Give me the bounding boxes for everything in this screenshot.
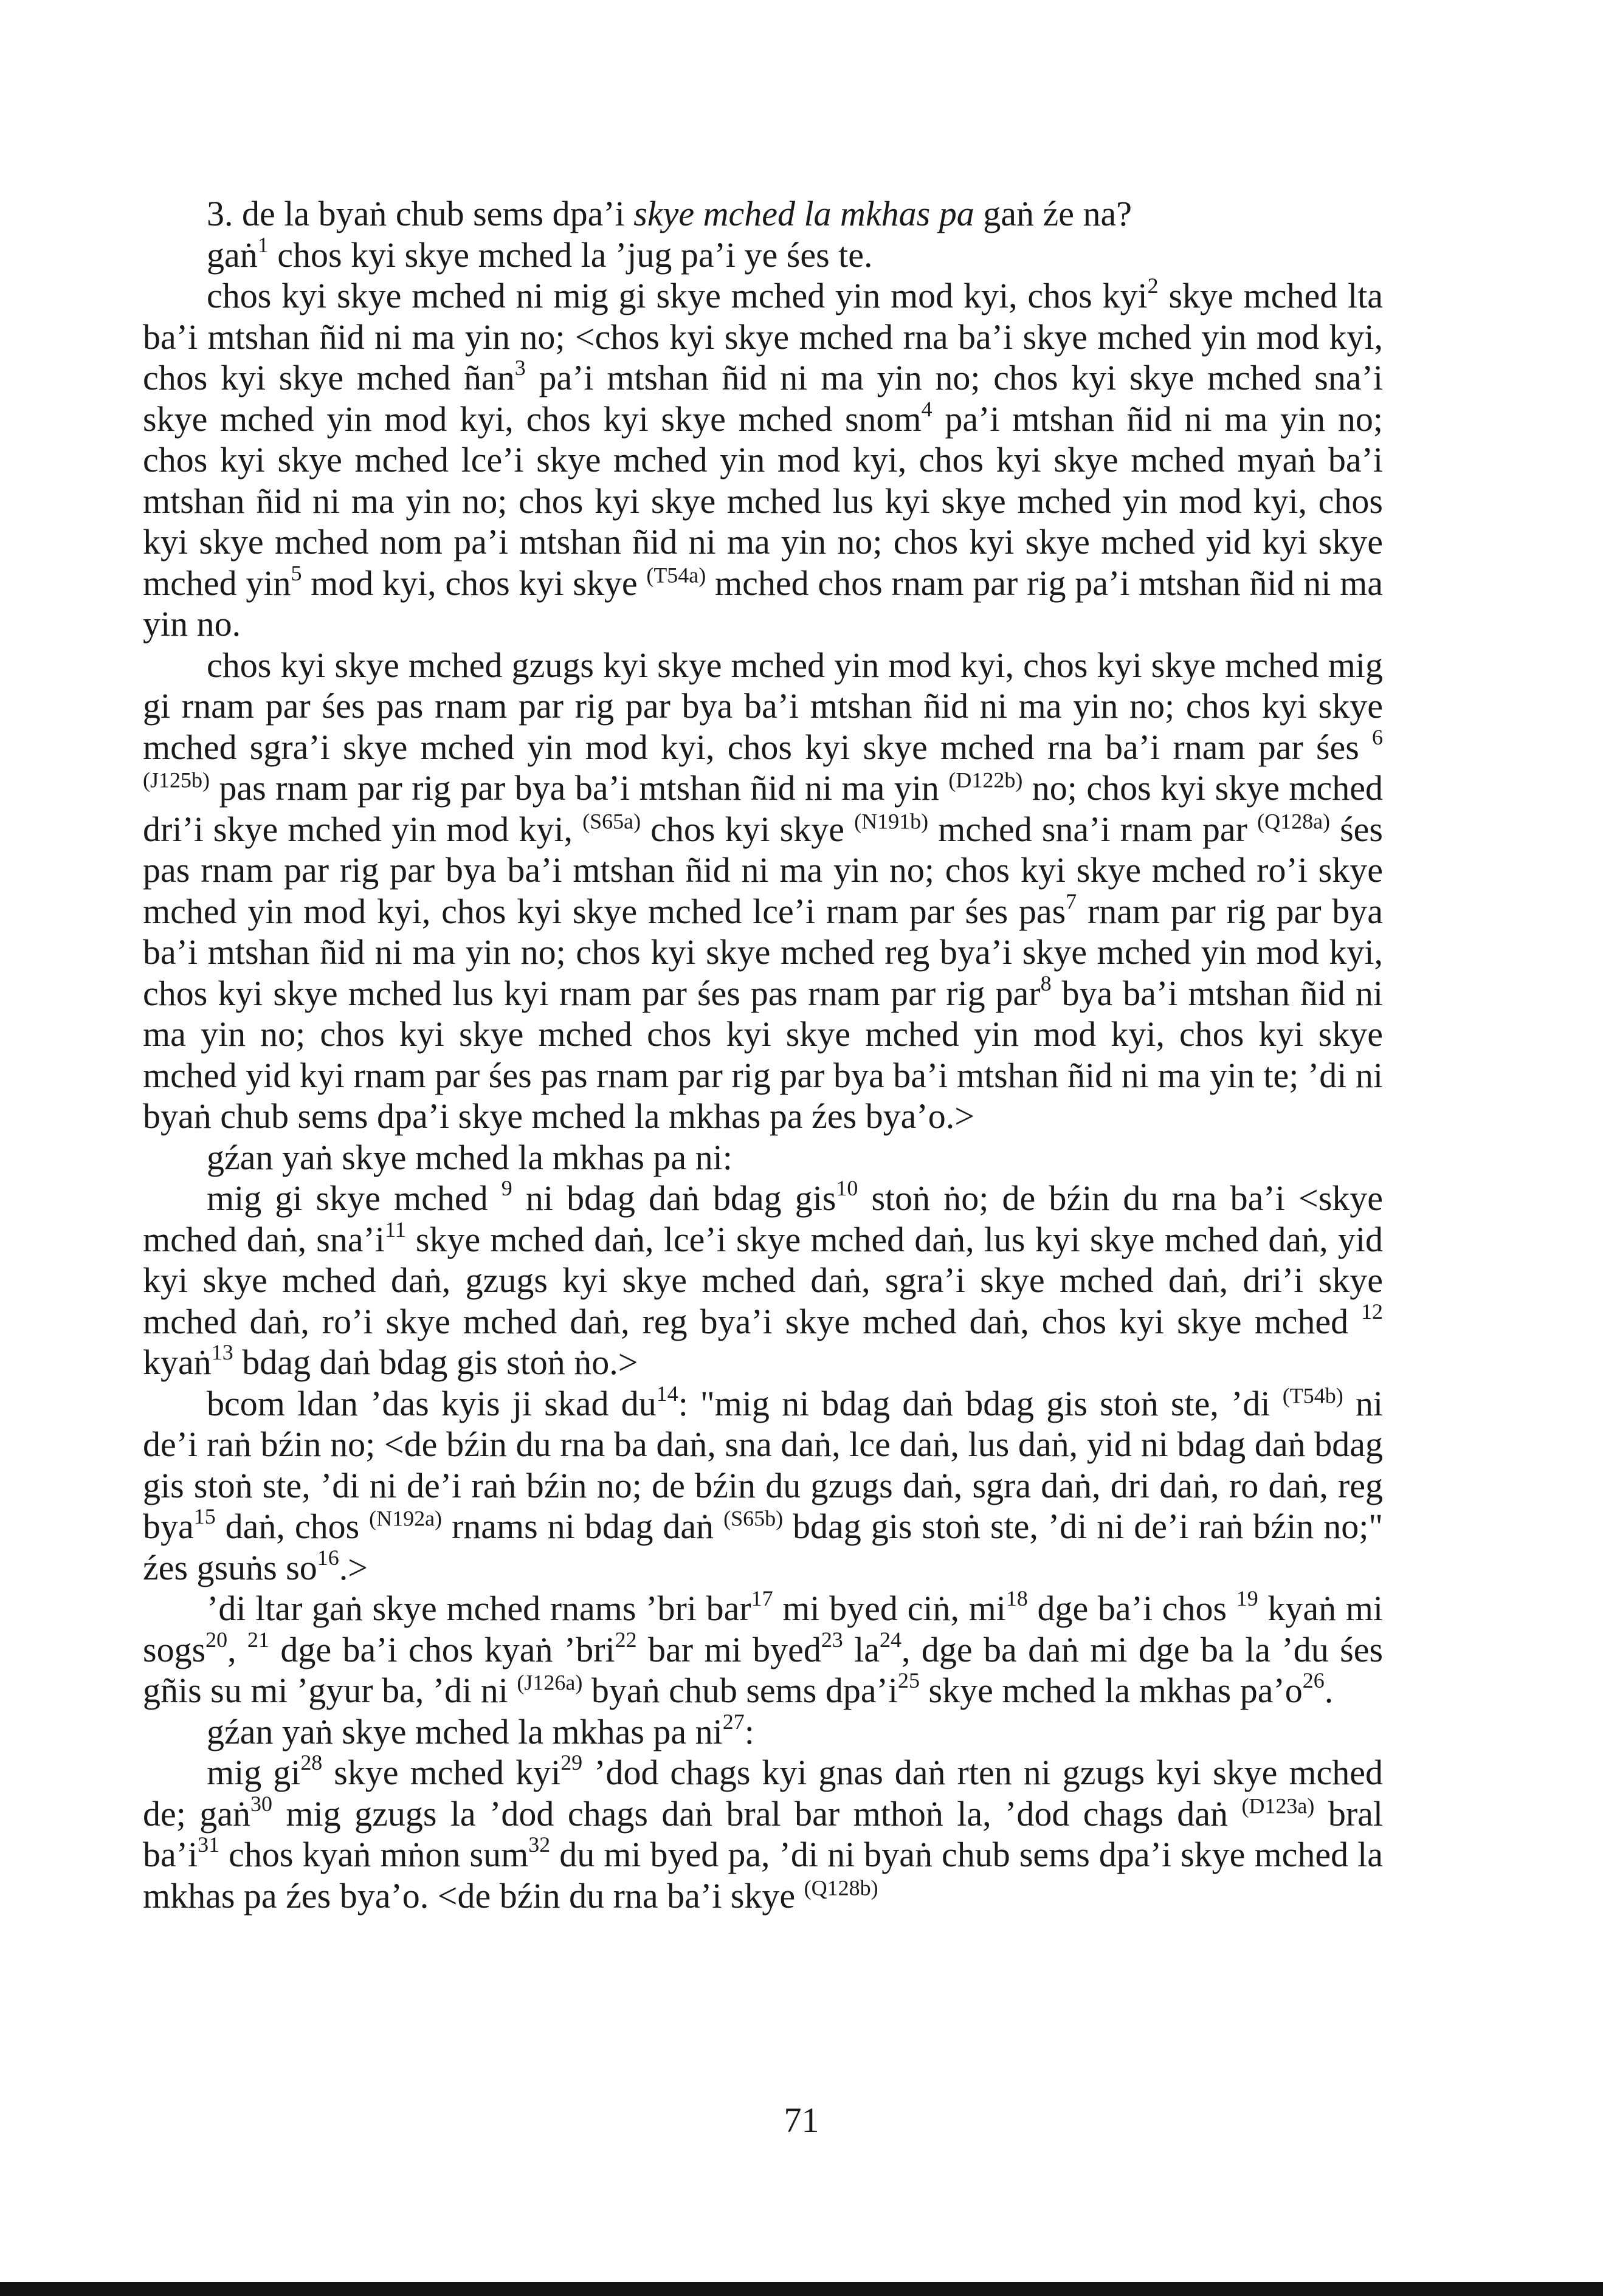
text-run: <chos kyi skye mched rna ba’i skye mched yin mod kyi, chos kyi skye mched ñan [143,317,1384,397]
paragraph [143,1588,1383,1711]
paragraph [143,645,1383,1137]
text-run: gźan yaṅ skye mched la mkhas pa ni: [207,1137,733,1177]
text-run: gźan yaṅ skye mched la mkhas pa ni [207,1711,723,1751]
text-run: bar mi byed [636,1629,821,1669]
text-run: bya ba’i mtshan ñid ni ma yin no; chos kyi skye mched chos kyi skye mched yin mod kyi, chos kyi skye mched yid kyi rnam par śes pas rnam par rig par bya ba’i mtshan ñid ni ma yin te; ’di ni byaṅ chub sems dpa’i skye mched la mkhas pa źes bya’o.> [143,973,1383,1136]
text-run: chos kyi skye mched la ’jug pa’i ye śes te. [268,235,873,275]
main-text [143,193,1383,1916]
text-run: bral ba’i [143,1793,1383,1874]
footnote-marker: 27 [722,1709,745,1734]
footnote-marker: 32 [528,1832,551,1857]
paragraph [143,232,1383,276]
footnote-marker: 5 [291,560,302,585]
text-run: skye mched daṅ, lce’i skye mched daṅ, lus kyi skye mched daṅ, yid kyi skye mched daṅ, gzugs kyi skye mched daṅ, sgra’i skye mched daṅ, dri’i skye mched daṅ, ro’i skye mched daṅ, reg bya’i skye mched daṅ, chos kyi skye mched [143,1219,1384,1341]
footnote-marker: 9 [501,1176,512,1201]
text-run: śes pas rnam par rig par bya ba’i mtshan ñid ni ma yin no; chos kyi skye mched ro’i skye mched yin mod kyi, chos kyi skye mched lce’i rnam par śes pas [143,809,1383,931]
text-run: : [744,1711,754,1751]
text-run: mched chos rnam par rig pa’i mtshan ñid ni ma yin no. [143,563,1383,644]
footnote-marker: 25 [898,1668,920,1693]
footnote-marker: 12 [1361,1299,1383,1324]
footnote-marker: 31 [198,1832,220,1857]
text-run: la [843,1629,880,1669]
text-run: gaṅ źe na? [974,194,1132,233]
text-run: kyaṅ mi sogs [143,1589,1383,1669]
text-run: pa’i mtshan ñid ni ma yin no; chos kyi skye mched sna’i skye mched yin mod kyi, chos kyi skye mched snom [143,358,1383,439]
text-run: kyaṅ [143,1342,212,1382]
text-run: : "mig ni bdag daṅ bdag gis stoṅ ste, ’di [678,1383,1283,1423]
text-run: mig gzugs la ’dod chags daṅ bral bar mthoṅ la, ’dod chags daṅ [272,1793,1242,1834]
text-run: pas rnam par rig par bya ba’i mtshan ñid ni ma yin [210,768,949,808]
text-run: . [1324,1671,1334,1710]
text-run: du mi byed pa, ’di ni byaṅ chub sems dpa’i skye mched la mkhas pa źes bya’o. <de bźin du rna ba’i skye [143,1835,1383,1916]
footnote-marker: 7 [1066,888,1077,913]
footnote-marker: 28 [300,1750,323,1775]
manuscript-folio-ref: (J125b) [143,768,210,792]
paragraph [143,1752,1383,1916]
text-run: chos kyi skye mched ni mig gi skye mched yin mod kyi, chos kyi [207,276,1148,315]
footnote-marker: 11 [385,1217,406,1242]
manuscript-folio-ref: (J126a) [517,1670,583,1695]
footnote-marker: 24 [880,1627,901,1652]
page-number: 71 [784,2100,819,2140]
text-run: mod kyi, chos kyi skye [302,563,647,603]
text-run: mig gi [207,1753,301,1792]
text-run: mig gi skye mched [207,1178,502,1218]
footnote-marker: 23 [821,1627,843,1652]
text-run: skye mched lta ba’i mtshan ñid ni ma yin no; [143,276,1383,357]
text-run: bdag daṅ bdag gis stoṅ ṅo.> [233,1342,638,1382]
footnote-marker: 19 [1236,1586,1258,1611]
text-run: rnam par rig par bya ba’i mtshan ñid ni ma yin no; chos kyi skye mched reg bya’i skye mched yin mod kyi, chos kyi skye mched lus kyi rnam par śes pas rnam par rig par [143,891,1384,1013]
footnote-marker: 6 [1372,724,1383,749]
paragraph [143,1383,1383,1589]
text-run: dge ba’i chos [1027,1589,1236,1628]
manuscript-folio-ref: (T54a) [646,563,706,588]
text-run: ni bdag daṅ bdag gis [512,1178,836,1218]
text-run: chos kyi skye [641,809,855,849]
text-run: bcom ldan ’das kyis ji skad du [207,1383,657,1423]
text-run: chos kyaṅ mṅon sum [219,1835,529,1874]
paragraph [143,275,1383,645]
text-run: gaṅ [207,235,258,275]
paragraph [143,1711,1383,1753]
text-run: rnams ni bdag daṅ [442,1507,724,1546]
text-run: , [227,1629,248,1669]
manuscript-folio-ref: (S65a) [582,809,641,834]
footnote-marker: 2 [1147,273,1159,298]
scan-edge-bar [0,2282,1603,2296]
footnote-marker: 10 [836,1176,858,1201]
manuscript-folio-ref: (T54b) [1282,1383,1343,1408]
text-run: no; chos kyi skye mched dri’i skye mched yin mod kyi, [143,768,1383,849]
manuscript-folio-ref: (N191b) [854,809,929,834]
footnote-marker: 8 [1040,971,1052,995]
text-run: ’di ltar gaṅ skye mched rnams ’bri bar [207,1589,751,1628]
text-run: daṅ, chos [215,1507,370,1546]
text-run: .> [339,1547,368,1587]
text-run: skye mched la mkhas pa’o [920,1671,1303,1710]
text-run: dge ba’i chos kyaṅ ’bri [269,1629,615,1669]
manuscript-folio-ref: (Q128b) [804,1875,878,1900]
footnote-marker: 21 [247,1627,269,1652]
text-run: mi byed ciṅ, mi [773,1589,1006,1628]
footnote-marker: 20 [205,1627,228,1652]
italic-term: skye mched la mkhas pa [633,194,974,233]
text-run: ni de’i raṅ bźin no; <de bźin du rna ba daṅ, sna daṅ, lce daṅ, lus daṅ, yid ni bdag daṅ bdag gis stoṅ ste, ’di ni de’i raṅ bźin no; de bźin du gzugs daṅ, sgra daṅ, dri daṅ, ro daṅ, reg bya [143,1383,1383,1546]
text-run: chos kyi skye mched gzugs kyi skye mched yin mod kyi, chos kyi skye mched mig gi rnam par śes pas rnam par rig par bya ba’i mtshan ñid ni ma yin no; chos kyi skye mched sgra’i skye mched yin mod kyi, chos kyi skye mched rna ba’i rnam par śes [143,645,1383,767]
text-run: skye mched kyi [322,1753,561,1792]
manuscript-folio-ref: (S65b) [723,1506,784,1531]
footnote-marker: 16 [317,1545,339,1570]
footnote-marker: 3 [514,356,526,380]
manuscript-folio-ref: (N192a) [369,1506,443,1531]
footnote-marker: 15 [193,1504,216,1529]
text-run: bdag gis stoṅ ste, ’di ni de’i raṅ bźin no;" źes gsuṅs so [143,1507,1383,1587]
manuscript-folio-ref: (D122b) [948,768,1023,792]
paragraph [143,193,1383,235]
footnote-marker: 14 [656,1381,678,1406]
footnote-marker: 1 [257,232,269,257]
footnote-marker: 26 [1302,1668,1325,1693]
footnote-marker: 18 [1005,1586,1028,1611]
text-run: mched sna’i rnam par [928,809,1258,849]
footnote-marker: 22 [615,1627,637,1652]
paragraph [143,1137,1383,1178]
text-run: , dge ba daṅ mi dge ba la ’du śes gñis su mi ’gyur ba, ’di ni [143,1629,1384,1710]
footnote-marker: 4 [921,396,932,421]
text-run: stoṅ ṅo; de bźin du rna ba’i <skye mched daṅ, sna’i [143,1178,1384,1259]
text-run: 3. de la byaṅ chub sems dpa’i [207,194,634,233]
footnote-marker: 29 [560,1750,583,1775]
text-run: byaṅ chub sems dpa’i [582,1671,898,1710]
footnote-marker: 13 [211,1340,233,1365]
text-run: pa’i mtshan ñid ni ma yin no; chos kyi skye mched lce’i skye mched yin mod kyi, chos kyi skye mched myaṅ ba’i mtshan ñid ni ma yin no; chos kyi skye mched lus kyi skye mched yin mod kyi, chos kyi skye mched nom pa’i mtshan ñid ni ma yin no; chos kyi skye mched yid kyi skye mched yin [143,399,1384,603]
footnote-marker: 30 [250,1791,272,1816]
manuscript-folio-ref: (Q128a) [1257,809,1331,834]
manuscript-folio-ref: (D123a) [1241,1793,1315,1818]
text-run: ’dod chags kyi gnas daṅ rten ni gzugs kyi skye mched de; gaṅ [143,1753,1383,1834]
paragraph [143,1178,1383,1383]
footnote-marker: 17 [751,1586,773,1611]
